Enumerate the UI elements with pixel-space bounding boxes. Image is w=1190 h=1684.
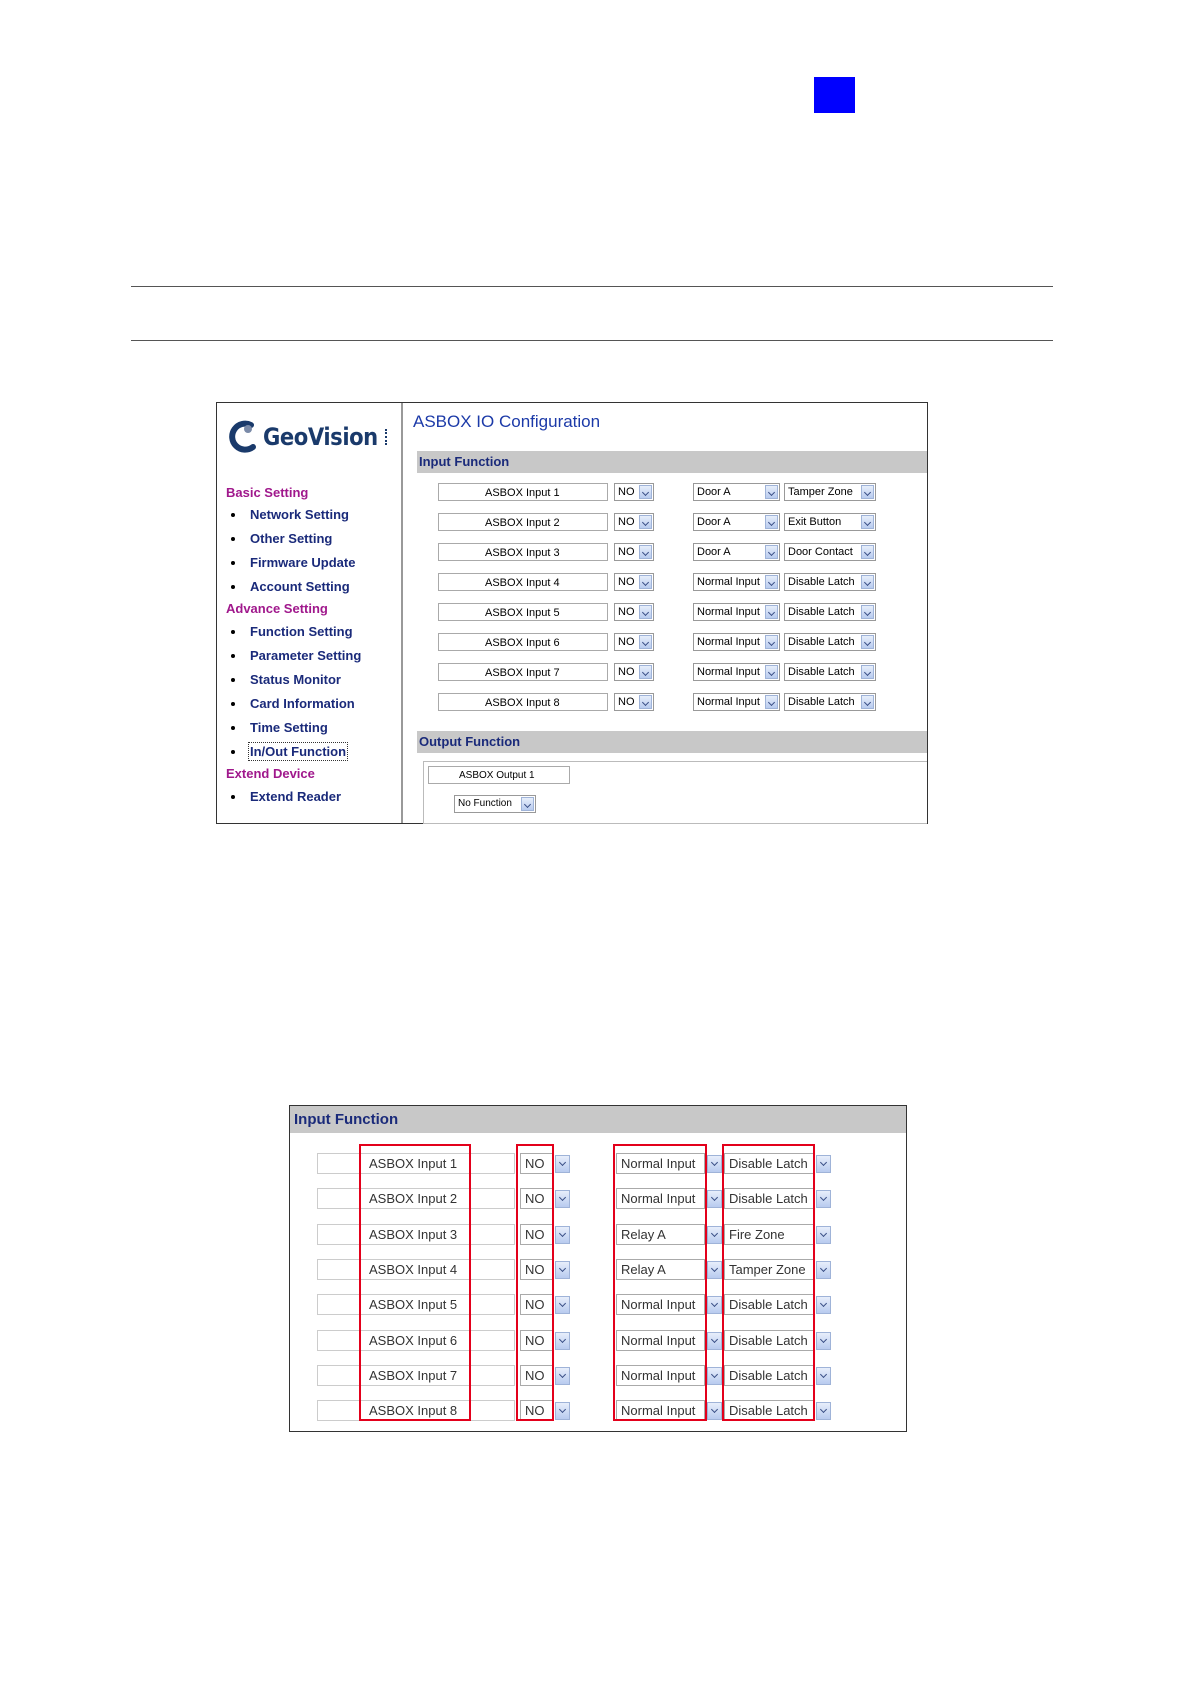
chevron-down-icon (639, 665, 652, 679)
input-mode-select[interactable]: NO (614, 633, 654, 651)
input-target-select[interactable]: Normal Input (693, 633, 780, 651)
output-function-header: Output Function (417, 731, 927, 753)
input-function-select[interactable]: Disable Latch (724, 1400, 814, 1421)
input-function-select[interactable]: Fire Zone (724, 1224, 814, 1245)
input-target-select[interactable]: Normal Input (693, 663, 780, 681)
input-mode-select[interactable]: NO (614, 663, 654, 681)
asbox-io-config-screenshot (216, 402, 928, 824)
input-function-select[interactable]: Disable Latch (724, 1365, 814, 1386)
input-row (403, 483, 923, 503)
chevron-down-icon (861, 575, 874, 589)
input-row (403, 513, 923, 533)
chevron-down-icon[interactable] (816, 1402, 831, 1420)
input-name-field[interactable]: ASBOX Input 8 (317, 1400, 515, 1421)
highlight-function-column (722, 1144, 815, 1421)
chevron-down-icon[interactable] (816, 1332, 831, 1350)
chevron-down-icon (861, 545, 874, 559)
input-row (403, 543, 923, 563)
chevron-down-icon (639, 695, 652, 709)
input-target-select[interactable]: Normal Input (616, 1365, 705, 1386)
input-function-select[interactable]: Tamper Zone (784, 483, 876, 501)
chevron-down-icon (765, 605, 778, 619)
geovision-logo (229, 417, 393, 457)
input-function-zoom-screenshot (289, 1105, 907, 1432)
input-row (403, 573, 923, 593)
input-mode-select[interactable]: NO (520, 1400, 553, 1421)
chevron-down-icon (765, 635, 778, 649)
input-name-field[interactable]: ASBOX Input 7 (438, 663, 608, 681)
chevron-down-icon (861, 635, 874, 649)
chevron-down-icon (765, 665, 778, 679)
chevron-down-icon[interactable] (555, 1332, 570, 1350)
input-mode-select[interactable]: NO (614, 513, 654, 531)
nav-account-setting[interactable]: Account Setting (231, 579, 350, 594)
nav-firmware-update[interactable]: Firmware Update (231, 555, 355, 570)
output-name-field[interactable]: ASBOX Output 1 (428, 766, 570, 784)
input-target-select[interactable]: Normal Input (616, 1153, 705, 1174)
nav-heading-extend: Extend Device (226, 766, 315, 781)
chevron-down-icon (861, 665, 874, 679)
chevron-down-icon[interactable] (707, 1367, 722, 1385)
chevron-down-icon (861, 695, 874, 709)
input-row (403, 663, 923, 683)
nav-parameter-setting[interactable]: Parameter Setting (231, 648, 361, 663)
chevron-down-icon (765, 695, 778, 709)
nav-in-out-function[interactable]: In/Out Function (231, 744, 346, 759)
input-mode-select[interactable]: NO (614, 693, 654, 711)
chevron-down-icon (521, 797, 534, 811)
input-mode-select[interactable]: NO (520, 1259, 553, 1280)
input-mode-select[interactable]: NO (614, 573, 654, 591)
nav-other-setting[interactable]: Other Setting (231, 531, 332, 546)
input-name-field[interactable]: ASBOX Input 8 (438, 693, 608, 711)
input-function-select[interactable]: Disable Latch (724, 1188, 814, 1209)
output-panel (423, 761, 927, 824)
chevron-down-icon[interactable] (555, 1402, 570, 1420)
chevron-down-icon[interactable] (707, 1261, 722, 1279)
input-name-field[interactable]: ASBOX Input 2 (317, 1188, 515, 1209)
nav-heading-advance: Advance Setting (226, 601, 328, 616)
nav-extend-reader[interactable]: Extend Reader (231, 789, 341, 804)
chevron-down-icon[interactable] (555, 1367, 570, 1385)
nav-heading-basic: Basic Setting (226, 485, 309, 500)
input-target-select[interactable]: Door A (693, 483, 780, 501)
input-row (403, 693, 923, 713)
input-target-select[interactable]: Normal Input (693, 573, 780, 591)
input-target-select[interactable]: Relay A (616, 1259, 705, 1280)
input-name-field[interactable]: ASBOX Input 1 (438, 483, 608, 501)
input-target-select[interactable]: Door A (693, 543, 780, 561)
chapter-marker (814, 77, 855, 113)
input-target-select[interactable]: Normal Input (616, 1294, 705, 1315)
page-title: ASBOX IO Configuration (413, 412, 601, 431)
chevron-down-icon[interactable] (555, 1155, 570, 1173)
input-mode-select[interactable]: NO (520, 1330, 553, 1351)
chevron-down-icon (639, 575, 652, 589)
input-name-field[interactable]: ASBOX Input 4 (438, 573, 608, 591)
input-target-select[interactable]: Door A (693, 513, 780, 531)
chevron-down-icon[interactable] (707, 1190, 722, 1208)
chevron-down-icon (765, 485, 778, 499)
chevron-down-icon[interactable] (707, 1296, 722, 1314)
input-function-select[interactable]: Tamper Zone (724, 1259, 814, 1280)
chevron-down-icon[interactable] (816, 1155, 831, 1173)
input-mode-select[interactable]: NO (520, 1188, 553, 1209)
chevron-down-icon[interactable] (555, 1190, 570, 1208)
input-function-select[interactable]: Disable Latch (784, 573, 876, 591)
chevron-down-icon[interactable] (707, 1226, 722, 1244)
input-function-select[interactable]: Disable Latch (784, 603, 876, 621)
chevron-down-icon[interactable] (707, 1155, 722, 1173)
nav-time-setting[interactable]: Time Setting (231, 720, 328, 735)
input-name-field[interactable]: ASBOX Input 5 (438, 603, 608, 621)
chevron-down-icon (639, 545, 652, 559)
geovision-logo-icon (229, 419, 259, 455)
chevron-down-icon[interactable] (555, 1296, 570, 1314)
nav-function-setting[interactable]: Function Setting (231, 624, 353, 639)
input-function-select[interactable]: Disable Latch (784, 633, 876, 651)
chevron-down-icon (861, 485, 874, 499)
sidebar (217, 403, 403, 823)
chevron-down-icon (861, 515, 874, 529)
chevron-down-icon[interactable] (707, 1332, 722, 1350)
input-row (403, 633, 923, 653)
input-name-field[interactable]: ASBOX Input 3 (317, 1224, 515, 1245)
input-target-select[interactable]: Normal Input (693, 603, 780, 621)
chevron-down-icon[interactable] (555, 1261, 570, 1279)
logo-text: GeoVision (263, 423, 378, 451)
input-target-select[interactable]: Normal Input (693, 693, 780, 711)
config-main (403, 403, 927, 823)
header-rule-top (131, 286, 1053, 287)
nav-network-setting[interactable]: Network Setting (231, 507, 349, 522)
highlight-input-names (359, 1144, 471, 1421)
nav-status-monitor[interactable]: Status Monitor (231, 672, 341, 687)
input-function-select[interactable]: Disable Latch (724, 1153, 814, 1174)
input-mode-select[interactable]: NO (520, 1365, 553, 1386)
input-function-select[interactable]: Disable Latch (724, 1294, 814, 1315)
header-rule-bottom (131, 340, 1053, 341)
chevron-down-icon (765, 545, 778, 559)
input-mode-select[interactable]: NO (614, 603, 654, 621)
input-name-field[interactable]: ASBOX Input 6 (438, 633, 608, 651)
output-function-select[interactable]: No Function (454, 795, 536, 813)
chevron-down-icon[interactable] (816, 1261, 831, 1279)
chevron-down-icon[interactable] (816, 1296, 831, 1314)
input-mode-select[interactable]: NO (520, 1153, 553, 1174)
input-name-field[interactable]: ASBOX Input 6 (317, 1330, 515, 1351)
input-mode-select[interactable]: NO (520, 1294, 553, 1315)
input-function-select[interactable]: Disable Latch (784, 663, 876, 681)
chevron-down-icon (861, 605, 874, 619)
input-name-field[interactable]: ASBOX Input 1 (317, 1153, 515, 1174)
input-name-field[interactable]: ASBOX Input 4 (317, 1259, 515, 1280)
chevron-down-icon[interactable] (816, 1367, 831, 1385)
chevron-down-icon[interactable] (816, 1190, 831, 1208)
input-function-header: Input Function (290, 1106, 906, 1133)
chevron-down-icon (765, 515, 778, 529)
input-name-field[interactable]: ASBOX Input 7 (317, 1365, 515, 1386)
chevron-down-icon (639, 485, 652, 499)
input-mode-select[interactable]: NO (614, 543, 654, 561)
input-function-select[interactable]: Exit Button (784, 513, 876, 531)
chevron-down-icon (639, 605, 652, 619)
highlight-target-column (613, 1144, 707, 1421)
chevron-down-icon (639, 635, 652, 649)
nav-card-information[interactable]: Card Information (231, 696, 355, 711)
input-mode-select[interactable]: NO (520, 1224, 553, 1245)
chevron-down-icon (639, 515, 652, 529)
input-target-select[interactable]: Normal Input (616, 1188, 705, 1209)
chevron-down-icon[interactable] (707, 1402, 722, 1420)
input-target-select[interactable]: Relay A (616, 1224, 705, 1245)
input-name-field[interactable]: ASBOX Input 2 (438, 513, 608, 531)
input-function-select[interactable]: Disable Latch (784, 693, 876, 711)
highlight-mode-column (516, 1144, 554, 1421)
input-function-select[interactable]: Door Contact (784, 543, 876, 561)
input-function-select[interactable]: Disable Latch (724, 1330, 814, 1351)
input-target-select[interactable]: Normal Input (616, 1400, 705, 1421)
chevron-down-icon (765, 575, 778, 589)
input-target-select[interactable]: Normal Input (616, 1330, 705, 1351)
input-function-header: Input Function (417, 451, 927, 473)
logo-mark (385, 429, 393, 445)
input-row (403, 603, 923, 623)
chevron-down-icon[interactable] (816, 1226, 831, 1244)
input-mode-select[interactable]: NO (614, 483, 654, 501)
chevron-down-icon[interactable] (555, 1226, 570, 1244)
input-name-field[interactable]: ASBOX Input 5 (317, 1294, 515, 1315)
input-name-field[interactable]: ASBOX Input 3 (438, 543, 608, 561)
